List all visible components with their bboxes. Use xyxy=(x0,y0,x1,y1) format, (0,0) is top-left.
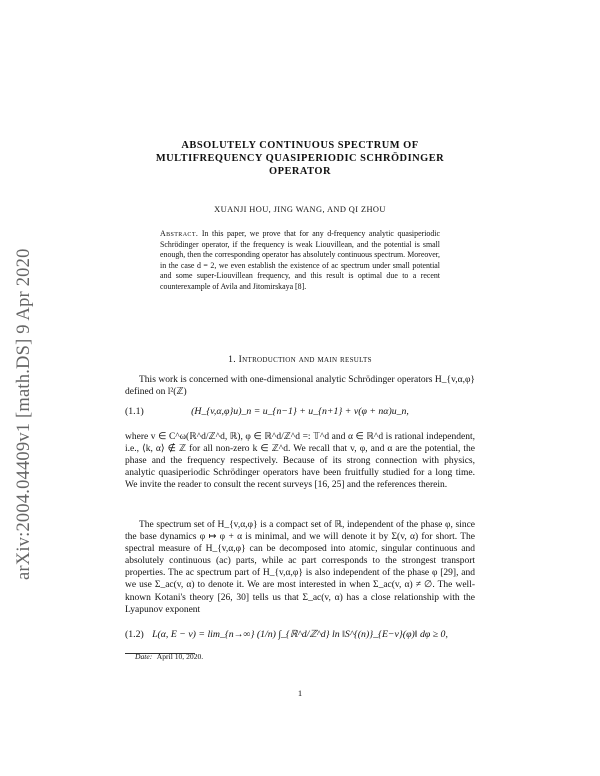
abstract xyxy=(160,229,440,293)
paper-title: ABSOLUTELY CONTINUOUS SPECTRUM OF MULTIFREQUENCY QUASIPERIODIC SCHRÖDINGER OPERATOR xyxy=(155,140,445,177)
equation-expression: L(α, E − v) = lim_{n→∞} (1/n) ∫_{ℝ^d/ℤ^d} ln ‖S^{(n)}_{E−v}(φ)‖ dφ ≥ 0, xyxy=(152,629,448,640)
section-heading: 1. Introduction and main results xyxy=(228,354,372,365)
abstract-label: Abstract. xyxy=(160,229,199,238)
equation-number: (1.2) xyxy=(125,629,144,640)
abstract-text: In this paper, we prove that for any d-frequency analytic quasiperiodic Schrödinger operator, if the frequency is weak Liouvillean, and the potential is small enough, then the corresponding operator has absolutely continuous spectrum. Moreover, in the case d = 2, we even establish the existence of ac spectrum under small potential and some super-Liouvillean frequency, and this result is optimal due to a recent counterexample of Avila and Jitomirskaya [8]. xyxy=(160,229,440,291)
paragraph-intro: This work is concerned with one-dimensional analytic Schrödinger operators H_{v,α,φ} defined on l²(ℤ) xyxy=(125,375,475,398)
arxiv-stamp xyxy=(8,180,48,580)
footnote-label: Date: xyxy=(135,652,153,661)
equation-expression: (H_{v,α,φ}u)_n = u_{n−1} + u_{n+1} + v(φ + nα)u_n, xyxy=(191,406,409,417)
footnote xyxy=(135,652,203,661)
page-number: 1 xyxy=(297,688,303,698)
paragraph-spectrum: The spectrum set of H_{v,α,φ} is a compact set of ℝ, independent of the phase φ, since the base dynamics φ ↦ φ + α is minimal, and we will denote it by Σ(v, α) for short. The spectral measure of H_{v,α,φ} can be decomposed into atomic, singular continuous and absolutely continuous (ac) parts, while ac part corresponds to the strongest transport properties. The ac spectrum part of H_{v,α,φ} is also independent of the phase φ [29], and we use Σ_ac(v, α) to denote it. We are most interested in when Σ_ac(v, α) ≠ ∅. The well-known Kotani's theory [26, 30] tells us that Σ_ac(v, α) has a close relationship with the Lyapunov exponent xyxy=(125,520,475,615)
equation-number: (1.1) xyxy=(125,406,144,417)
footnote-text: April 10, 2020. xyxy=(156,652,204,661)
paragraph-definitions: where v ∈ C^ω(ℝ^d/ℤ^d, ℝ), φ ∈ ℝ^d/ℤ^d =: 𝕋^d and α ∈ ℝ^d is rational independent, i.e., ⟨k, α⟩ ∉ ℤ for all non-zero k ∈ ℤ^d. We recall that v, φ, and α are the potential, the phase and the frequency respectively. Because of its strong connection with physics, analytic quasiperiodic Schrödinger operators have been fruitfully studied for a long time. We invite the reader to consult the recent surveys [16, 25] and the references therein. xyxy=(125,432,475,491)
author-list: XUANJI HOU, JING WANG, AND QI ZHOU xyxy=(214,205,386,214)
arxiv-identifier: arXiv:2004.04409v1 [math.DS] 9 Apr 2020 xyxy=(14,248,34,580)
